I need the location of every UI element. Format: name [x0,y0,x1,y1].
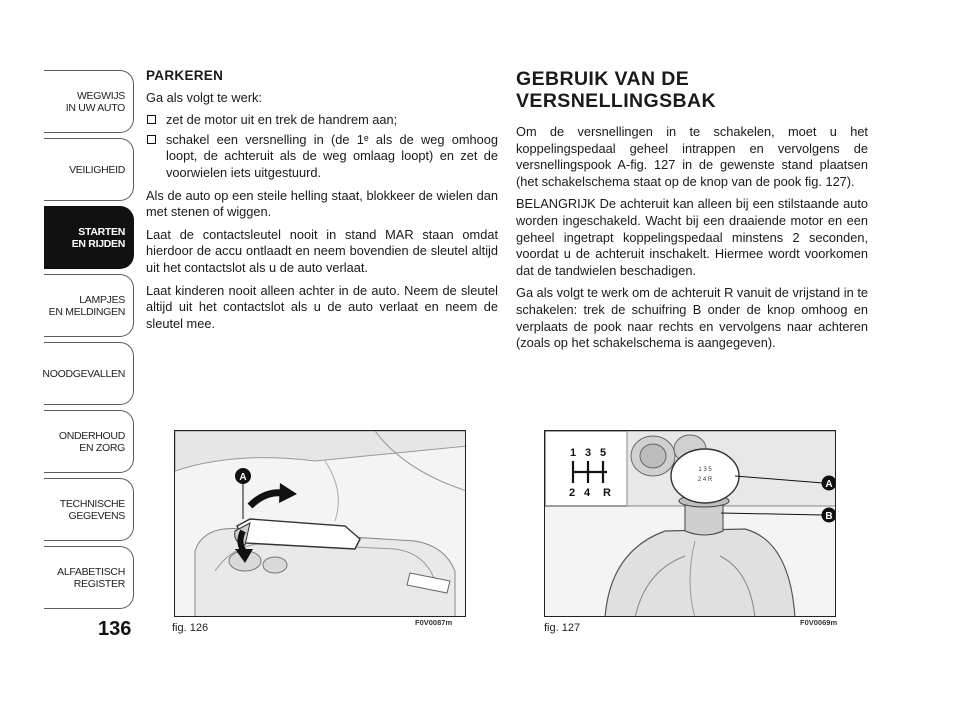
left-column [146,68,498,338]
callout-a: A [825,479,833,490]
figure-caption: fig. 127 [544,622,581,634]
gear-1-label: 1 [570,447,577,459]
tab-technische-gegevens[interactable]: TECHNISCHE GEGEVENS [44,478,134,541]
knob-pattern-bottom: 2 4 R [697,477,713,483]
paragraph: Laat de contactsleutel nooit in stand MAR staan omdat hierdoor de accu ontlaadt en neem bovendien de sleutel altijd uit het contactslot als u de auto verlaat. [146,226,498,275]
tab-veiligheid[interactable]: VEILIGHEID [44,138,134,201]
callout-b: B [825,511,833,522]
list-item [146,132,498,182]
list-item-text: zet de motor uit en trek de handrem aan; [166,112,398,128]
tab-lampjes[interactable]: LAMPJES EN MELDINGEN [44,274,134,337]
section-heading-parkeren: PARKEREN [146,68,224,83]
figure-caption: fig. 126 [172,622,209,634]
section-heading-versnellingsbak: GEBRUIK VAN DE VERSNELLINGSBAK [516,68,716,112]
paragraph: Ga als volgt te werk om de achteruit R vanuit de vrijstand in te schakelen: trek de schuifring B onder de knop omhoog en verplaats de pook naar rechts en vervolgens naar achteren (zoals op het schakelschema is aangegeven). [516,285,868,351]
right-column [516,68,868,358]
figure-code: F0V0069m [800,618,838,627]
page-number: 136 [98,618,132,640]
gearshift-illustration [544,430,836,617]
gearshift-drawing [545,431,836,617]
tab-noodgevallen[interactable]: NOODGEVALLEN [44,342,134,405]
knob-pattern-top: 1 3 5 [698,467,712,473]
handbrake-drawing [175,431,466,617]
gear-5-label: 5 [600,447,607,459]
tab-wegwijs[interactable]: WEGWIJS IN UW AUTO [44,70,134,133]
tab-starten-en-rijden[interactable]: STARTEN EN RIJDEN [44,206,134,269]
figure-code: F0V0087m [415,618,453,627]
paragraph: Om de versnellingen in te schakelen, moet u het koppelingspedaal geheel intrappen en vervolgens de versnellingspook A-fig. 127 in de gewenste stand plaatsen (het schakelschema staat op de knop van de pook fig. 127). [516,124,868,189]
gear-2-label: 2 [569,487,576,499]
handbrake-illustration [174,430,466,617]
checkbox-bullet-icon [147,115,156,124]
gear-4-label: 4 [584,487,591,499]
checkbox-bullet-icon [147,135,156,144]
callout-a: A [239,472,247,483]
gear-r-label: R [603,487,611,499]
tab-alfabetisch-register[interactable]: ALFABETISCH REGISTER [44,546,134,609]
list-item-text: schakel een versnelling in (de 1ᵉ als de weg omhoog loopt, de achteruit als de weg omlaag loopt) en zet de voorwielen iets uitgestuurd. [166,131,498,180]
gear-3-label: 3 [585,447,592,459]
paragraph: BELANGRIJK De achteruit kan alleen bij een stilstaande auto worden ingeschakeld. Wacht bij een draaiende motor en een geheel ingetrapt koppelingspedaal minstens 2 seconden, voordat u de achteruit inschakelt. Hiermee wordt voorkomen dat de tandwielen beschadigen. [516,196,868,278]
list-item [146,112,498,129]
chapter-tabs [44,70,134,614]
intro-text: Ga als volgt te werk: [146,89,262,105]
paragraph: Als de auto op een steile helling staat, blokkeer de wielen dan met stenen of wiggen. [146,187,498,220]
tab-onderhoud[interactable]: ONDERHOUD EN ZORG [44,410,134,473]
paragraph: Laat kinderen nooit alleen achter in de auto. Neem de sleutel altijd uit het contactslot als u de auto verlaat en neem de sleutel mee. [146,282,498,331]
